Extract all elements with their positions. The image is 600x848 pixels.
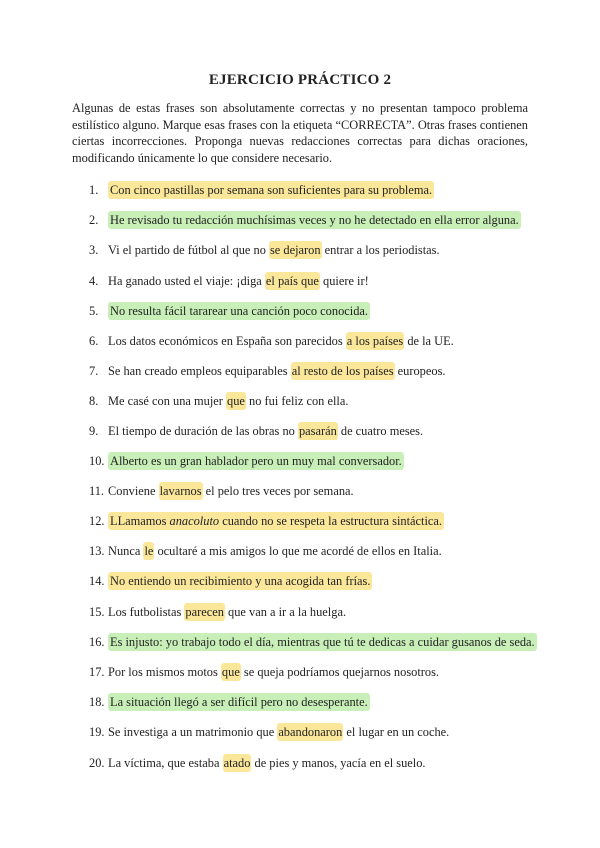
sentence-text: quiere ir! bbox=[319, 274, 369, 288]
sentence-text: Vi el partido de fútbol al que no bbox=[108, 243, 269, 257]
error-highlight: parecen bbox=[185, 605, 224, 619]
item-number: 13. bbox=[89, 544, 105, 558]
list-item bbox=[0, 391, 560, 411]
sentence-text: Los datos económicos en España son parecidos bbox=[108, 334, 346, 348]
correct-sentence: Alberto es un gran hablador pero un muy mal conversador. bbox=[110, 454, 402, 468]
error-highlight: abandonaron bbox=[278, 725, 343, 739]
error-highlight: pasarán bbox=[298, 424, 337, 438]
error-highlight: le bbox=[144, 544, 154, 558]
sentence-text: Me casé con una mujer bbox=[108, 394, 227, 408]
sentence-text: entrar a los periodistas. bbox=[321, 243, 440, 257]
sentence-text: El tiempo de duración de las obras no bbox=[108, 424, 298, 438]
item-number: 17. bbox=[89, 665, 105, 679]
correct-sentence: La situación llegó a ser difícil pero no desesperante. bbox=[110, 695, 368, 709]
item-number: 6. bbox=[89, 334, 99, 348]
item-number: 15. bbox=[89, 605, 105, 619]
item-number: 9. bbox=[89, 424, 99, 438]
item-number: 20. bbox=[89, 756, 105, 770]
list-item bbox=[0, 511, 560, 531]
sentence-text: no fui feliz con ella. bbox=[245, 394, 349, 408]
list-item bbox=[0, 753, 560, 773]
highlighted-sentence: Con cinco pastillas por semana son suficientes para su problema. bbox=[110, 183, 433, 197]
error-highlight: atado bbox=[223, 756, 251, 770]
error-highlight: el país que bbox=[265, 274, 319, 288]
list-item bbox=[0, 421, 560, 441]
item-number: 8. bbox=[89, 394, 99, 408]
correct-sentence: He revisado tu redacción muchísimas veces y no he detectado en ella error alguna. bbox=[110, 213, 519, 227]
item-number: 12. bbox=[89, 514, 105, 528]
list-item bbox=[0, 361, 560, 381]
list-item bbox=[0, 541, 560, 561]
sentence-text: se queja podríamos quejarnos nosotros. bbox=[240, 665, 440, 679]
list-item bbox=[0, 331, 560, 351]
item-number: 1. bbox=[89, 183, 99, 197]
item-number: 3. bbox=[89, 243, 99, 257]
error-highlight: lavarnos bbox=[159, 484, 202, 498]
item-number: 7. bbox=[89, 364, 99, 378]
sentence-text: La víctima, que estaba bbox=[108, 756, 223, 770]
sentence-text: Ha ganado usted el viaje: ¡diga bbox=[108, 274, 265, 288]
sentence-text: ocultaré a mis amigos lo que me acordé de ellos en Italia. bbox=[154, 544, 442, 558]
error-highlight: al resto de los países bbox=[291, 364, 394, 378]
sentence-text: Se han creado empleos equiparables bbox=[108, 364, 291, 378]
item-number: 19. bbox=[89, 725, 105, 739]
list-item bbox=[0, 692, 560, 712]
item-number: 10. bbox=[89, 454, 105, 468]
list-item bbox=[0, 632, 560, 652]
list-item bbox=[0, 301, 560, 321]
item-number: 16. bbox=[89, 635, 105, 649]
item-number: 18. bbox=[89, 695, 105, 709]
list-item bbox=[0, 722, 560, 742]
item-number: 5. bbox=[89, 304, 99, 318]
list-item bbox=[0, 180, 560, 200]
correct-sentence: No resulta fácil tararear una canción poco conocida. bbox=[110, 304, 369, 318]
sentence-text: Se investiga a un matrimonio que bbox=[108, 725, 278, 739]
item-number: 14. bbox=[89, 574, 105, 588]
sentence-text: de la UE. bbox=[404, 334, 454, 348]
list-item bbox=[0, 240, 560, 260]
list-item bbox=[0, 662, 560, 682]
sentence-text: que van a ir a la huelga. bbox=[224, 605, 347, 619]
sentence-text: de pies y manos, yacía en el suelo. bbox=[251, 756, 426, 770]
list-item bbox=[0, 481, 560, 501]
item-number: 2. bbox=[89, 213, 99, 227]
error-highlight: a los países bbox=[346, 334, 404, 348]
error-highlight: que bbox=[227, 394, 245, 408]
page-title: EJERCICIO PRÁCTICO 2 bbox=[208, 72, 392, 88]
italic-term: anacoluto bbox=[169, 514, 220, 528]
sentence-text: LLamamos bbox=[110, 514, 170, 528]
list-item bbox=[0, 571, 560, 591]
sentence-text: Los futbolistas bbox=[108, 605, 185, 619]
list-item bbox=[0, 271, 560, 291]
sentence-text: de cuatro meses. bbox=[337, 424, 424, 438]
list-item bbox=[0, 602, 560, 622]
list-item bbox=[0, 210, 560, 230]
error-highlight: se dejaron bbox=[269, 243, 321, 257]
sentence-text: europeos. bbox=[394, 364, 446, 378]
item-number: 11. bbox=[89, 484, 105, 498]
sentence-text: cuando no se respeta la estructura sintáctica. bbox=[219, 514, 443, 528]
sentence-text: el pelo tres veces por semana. bbox=[202, 484, 354, 498]
error-highlight: que bbox=[221, 665, 240, 679]
item-number: 4. bbox=[89, 274, 99, 288]
sentence-text: el lugar en un coche. bbox=[343, 725, 450, 739]
correct-sentence: Es injusto: yo trabajo todo el día, mientras que tú te dedicas a cuidar gusanos de seda. bbox=[110, 635, 535, 649]
sentence-text: Por los mismos motos bbox=[108, 665, 221, 679]
sentence-text: Conviene bbox=[108, 484, 159, 498]
list-item bbox=[0, 451, 560, 471]
highlighted-sentence bbox=[108, 512, 444, 530]
highlighted-sentence: No entiendo un recibimiento y una acogida tan frías. bbox=[110, 574, 371, 588]
instructions-paragraph: Algunas de estas frases son absolutamente correctas y no presentan tampoco problema estilístico alguno. Marque esas frases con la etiqueta “CORRECTA”. Otras frases contienen ciertas incorrecciones. Proponga nuevas redacciones correctas para dichas oraciones, modificando únicamente lo que considere necesario. bbox=[72, 101, 528, 165]
sentence-text: Nunca bbox=[108, 544, 144, 558]
